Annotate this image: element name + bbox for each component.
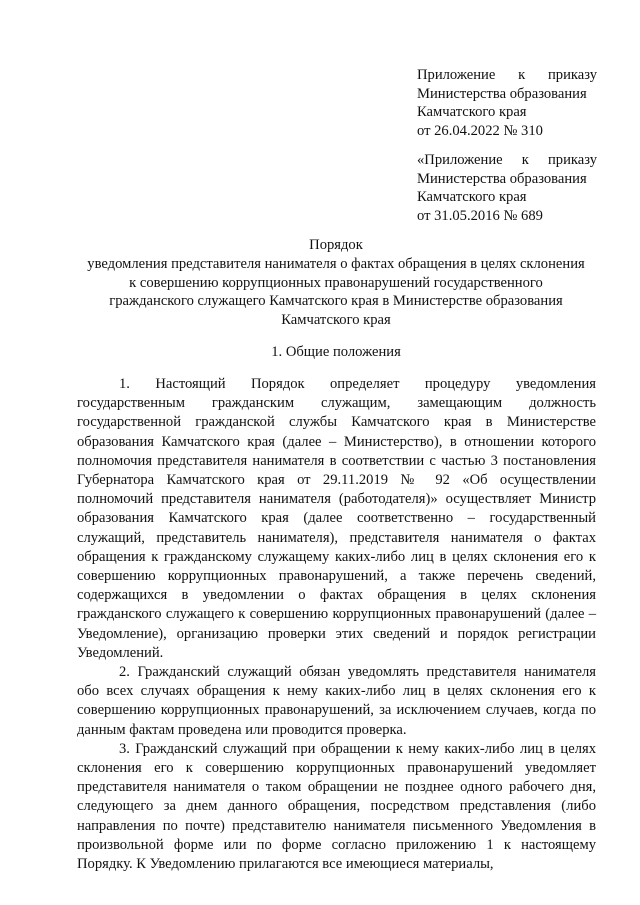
appendix-line: Министерства образования [417,170,587,187]
title-line: уведомления представителя нанимателя о фактах обращения в целях склонения [87,255,585,272]
appendix-line: Приложение к приказу [417,67,597,83]
appendix-line: Камчатского края [417,104,527,120]
paragraph: 1. Настоящий Порядок определяет процедуру уведомления государственным гражданским служащим, замещающим должность государственной гражданской службы Камчатского края в Министерстве образования Камчатского края (далее – Министерство), в отношении которого полномочия представителя нанимателя в соответствии с частью 3 постановления Губернатора Камчатского края от 29.11.2019 № 92 «Об осуществлении полномочий представителя нанимателя (работодателя)» осуществляет Министр образования Камчатского края (далее соответственно – государственный служащий, представитель нанимателя), представителя нанимателя о фактах обращения к гражданскому служащему каких-либо лиц в целях склонения его к совершению коррупционных правонарушений, а также перечень сведений, содержащихся в уведомлении о фактах обращения в целях склонения гражданского служащего к совершению коррупционных правонарушений (далее – Уведомление), организацию проверки этих сведений и порядок регистрации Уведомлений. [77,376,596,661]
paragraph: 2. Гражданский служащий обязан уведомлять представителя нанимателя обо всех случаях обращения к нему каких-либо лиц в целях склонения его к совершению коррупционных правонарушений, за исключением случаев, когда по данным фактам проведена или проводится проверка. [77,664,596,738]
appendix-line: Камчатского края [417,189,527,205]
title-line: Порядок [309,237,363,253]
appendix-line: Министерства образования [417,85,587,102]
title-line: Камчатского края [281,312,391,329]
appendix-note-current-order [417,66,597,140]
section-heading: 1. Общие положения [271,344,401,360]
appendix-date-number: от 26.04.2022 № 310 [417,122,543,139]
document-title [70,236,602,330]
document-body [77,375,596,874]
title-line: гражданского служащего Камчатского края в Министерстве образования [109,293,563,310]
appendix-line: «Приложение к приказу [417,152,597,168]
appendix-note-original-order [417,151,597,225]
title-line: к совершению коррупционных правонарушений государственного [129,274,543,291]
paragraph: 3. Гражданский служащий при обращении к нему каких-либо лиц в целях склонения его к совершению коррупционных правонарушений уведомляет представителя нанимателя о таком обращении не позднее одного рабочего дня, следующего за днем данного обращения, посредством представления (либо направления по почте) представителю нанимателя письменного Уведомления в произвольной форме или по форме согласно приложению 1 к настоящему Порядку. К Уведомлению прилагаются все имеющиеся материалы, [77,740,596,873]
appendix-date-number: от 31.05.2016 № 689 [417,207,543,224]
